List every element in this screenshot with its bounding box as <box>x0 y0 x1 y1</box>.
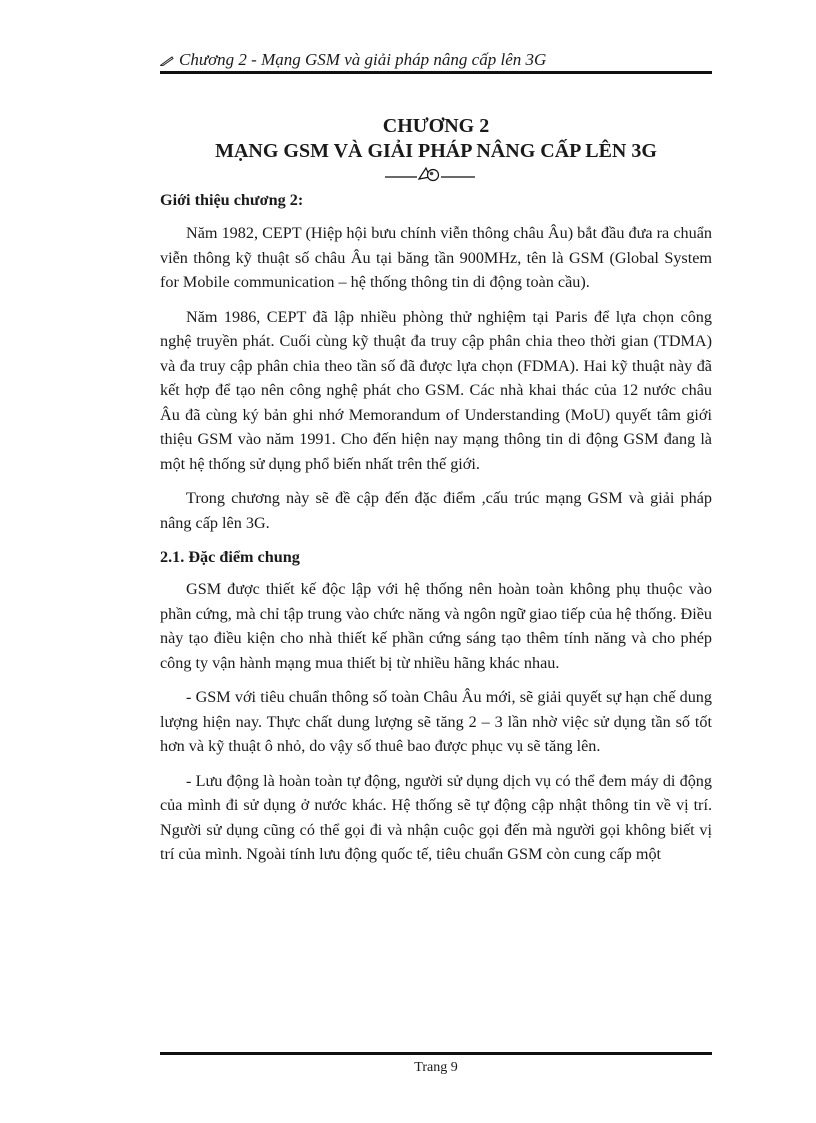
header-divider <box>160 71 712 74</box>
paragraph: - GSM với tiêu chuẩn thông số toàn Châu Âu mới, sẽ giải quyết sự hạn chế dung lượng hiện nay. Thực chất dung lượng sẽ tăng 2 – 3 lần nhờ việc sử dụng tần số tốt hơn và kỹ thuật ô nhỏ, do vậy số thuê bao được phục vụ sẽ tăng lên. <box>160 688 712 755</box>
paragraph: Năm 1982, CEPT (Hiệp hội bưu chính viễn thông châu Âu) bắt đầu đưa ra chuẩn viễn thông kỹ thuật số châu Âu tại băng tần 900MHz, tên là GSM (Global System for Mobile communication – hệ thống thông tin di động toàn cầu). <box>160 224 712 291</box>
page-content <box>160 188 712 867</box>
paragraph: Trong chương này sẽ đề cập đến đặc điểm ,cấu trúc mạng GSM và giải pháp nâng cấp lên 3G. <box>160 489 712 532</box>
header-text: Chương 2 - Mạng GSM và giải pháp nâng cấp lên 3G <box>179 50 547 69</box>
paragraph: GSM được thiết kế độc lập với hệ thống nên hoàn toàn không phụ thuộc vào phần cứng, mà chỉ tập trung vào chức năng và ngôn ngữ giao tiếp của hệ thống. Điều này tạo điều kiện cho nhà thiết kế phần cứng sáng tạo thêm tính năng và cho phép công ty vận hành mạng mua thiết bị từ nhiều hãng khác nhau. <box>160 580 712 672</box>
chapter-number: CHƯƠNG 2 <box>382 115 490 137</box>
footer-divider <box>160 1052 712 1055</box>
intro-heading: Giới thiệu chương 2: <box>160 191 304 209</box>
page-number: Trang 9 <box>414 1060 458 1075</box>
chapter-title: MẠNG GSM VÀ GIẢI PHÁP NÂNG CẤP LÊN 3G <box>215 140 657 162</box>
paragraph: - Lưu động là hoàn toàn tự động, người sử dụng dịch vụ có thể đem máy di động của mình đi sử dụng ở nước khác. Hệ thống sẽ tự động cập nhật thông tin về vị trí. Người sử dụng cũng có thể gọi đi và nhận cuộc gọi đến mà người gọi không biết vị trí của mình. Ngoài tính lưu động quốc tế, tiêu chuẩn GSM còn cung cấp một <box>160 771 712 863</box>
pen-icon <box>160 55 174 66</box>
divider-ornament-icon <box>385 163 475 185</box>
running-header <box>160 49 712 71</box>
section-heading: 2.1. Đặc điểm chung <box>160 548 300 566</box>
paragraph: Năm 1986, CEPT đã lập nhiều phòng thử nghiệm tại Paris để lựa chọn công nghệ truyền phát. Cuối cùng kỹ thuật đa truy cập phân chia theo thời gian (TDMA) và đa truy cập phân chia theo tần số đã được lựa chọn (FDMA). Hai kỹ thuật này đã kết hợp để tạo nên công nghệ phát cho GSM. Các nhà khai thác của 12 nước châu Âu đã cùng ký bản ghi nhớ Memorandum of Understanding (MoU) quyết tâm giới thiệu GSM vào năm 1991. Cho đến hiện nay mạng thông tin di động GSM đang là một hệ thống sử dụng phổ biến nhất trên thế giới. <box>160 307 712 473</box>
